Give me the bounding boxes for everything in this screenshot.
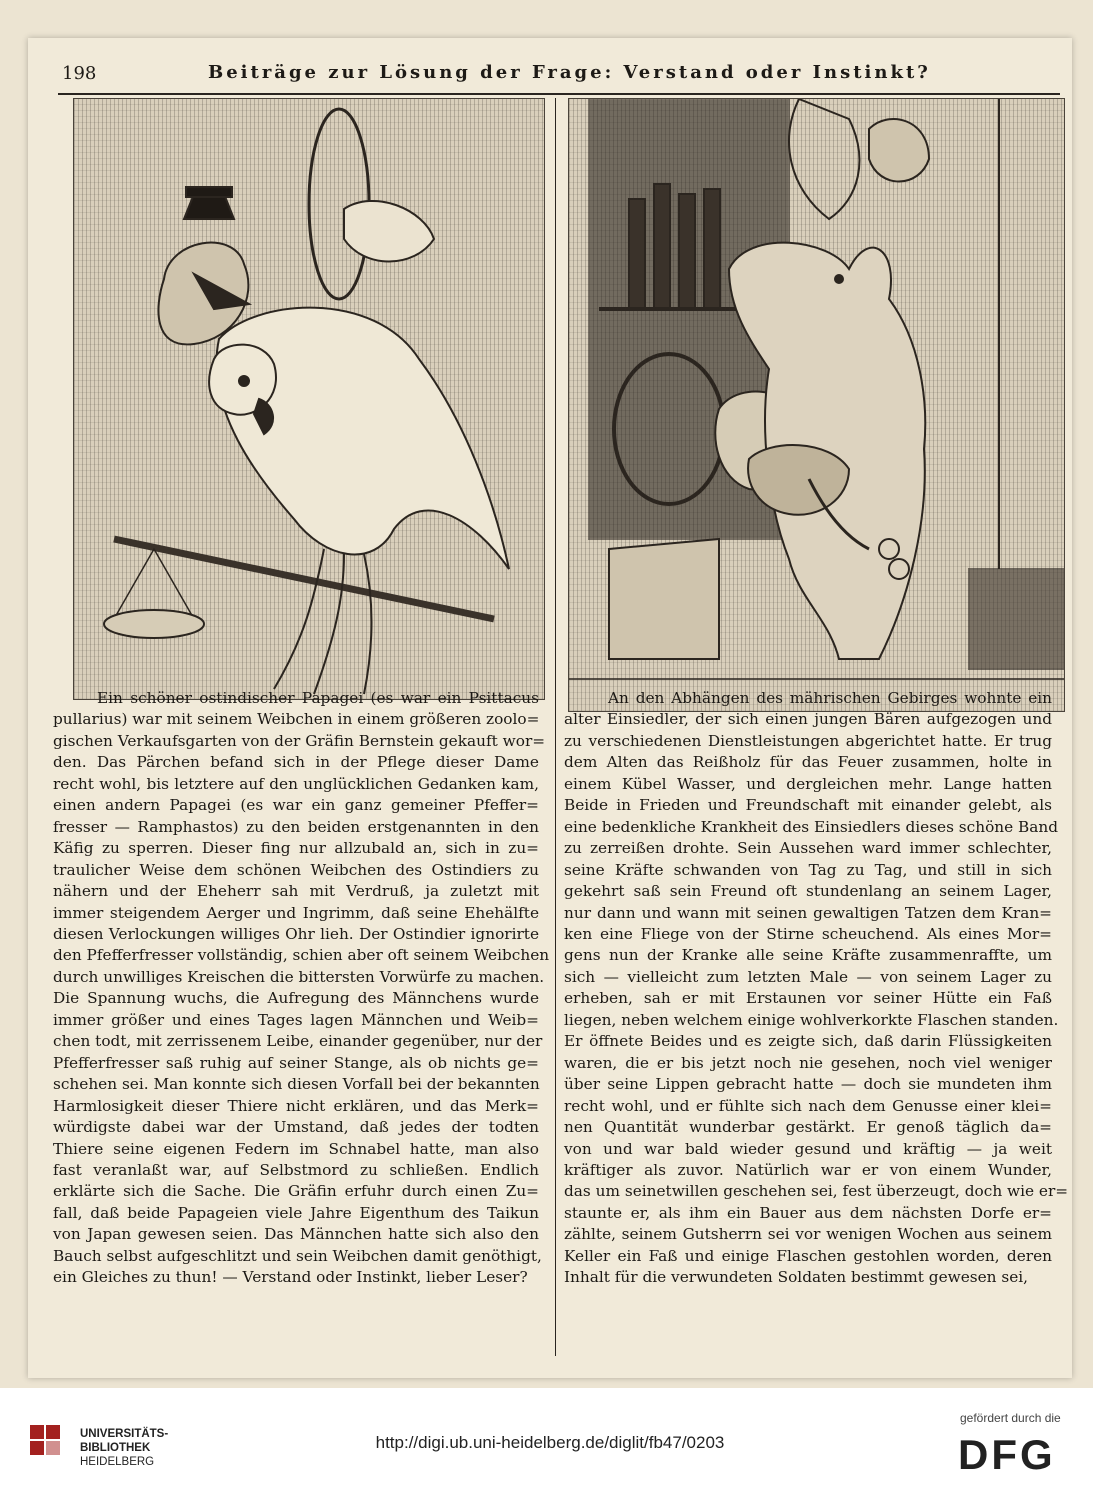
paragraph-line: liegen, neben welchem einige wohlverkorkte Flaschen standen. [564,1010,1059,1029]
paragraph-line: staunte er, als ihm ein Bauer aus dem nächsten Dorfe er= [564,1203,1052,1222]
parrots-engraving-icon [74,99,544,699]
paragraph-line: einem Kübel Wasser, und dergleichen mehr. Lange hatten [564,774,1052,793]
institution-line: HEIDELBERG [80,1456,155,1468]
paragraph-line: dem Alten das Reißholz für das Feuer zusammen, holte in [564,753,1052,772]
paragraph-line: fresser — Ramphastos) zu den beiden erstgenannten in den [53,817,539,836]
paragraph-line: Käfig zu sperren. Dieser fing nur allzubald an, sich in zu= [53,839,539,858]
paragraph-line: über seine Lippen gebracht hatte — doch sie mundeten ihm [564,1075,1052,1094]
paragraph-line: erklärte sich die Sache. Die Gräfin erfuhr durch einen Zu= [53,1182,539,1201]
paragraph-line: zählte, seinem Gutsherrn sei vor wenigen Wochen aus seinem [564,1225,1052,1244]
header-rule [58,93,1060,95]
paragraph-line: zu zerreißen drohte. Sein Aussehen ward immer schlechter, [564,839,1052,858]
paragraph-line: fall, daß beide Papageien viele Jahre Eigenthum des Taikun [53,1203,539,1222]
paragraph-line: den Pfefferfresser vollständig, schien aber oft seinem Weibchen [53,946,550,965]
paragraph-line: eine bedenkliche Krankheit des Einsiedlers dieses schöne Band [564,817,1059,836]
paragraph-line: nähern und der Eheherr sah mit Verdruß, ja zuletzt mit [53,882,539,901]
paragraph-line: seine Kräfte schwanden von Tag zu Tag, und still in sich [564,860,1052,879]
paragraph-line: Pfefferfresser saß ruhig auf seiner Stange, als ob nichts ge= [53,1053,539,1072]
institution-line: UNIVERSITÄTS- [80,1428,169,1440]
paragraph-line: Die Spannung wuchs, die Aufregung des Männchens wurde [53,989,539,1008]
paragraph-line: recht wohl, bis letztere auf den unglücklichen Gedanken kam, [53,774,539,793]
paragraph-line: zu verschiedenen Dienstleistungen abgerichtet hatte. Er trug [564,731,1052,750]
paragraph-line: von und war bald wieder gesund und kräftig — ja weit [564,1139,1052,1158]
paragraph-line: kräftiger als zuvor. Natürlich war er von einem Wunder, [564,1160,1052,1179]
paragraph-line: ken eine Fliege von der Stirne scheuchend. Als eines Mor= [564,924,1052,943]
paragraph-line: den. Das Pärchen befand sich in der Pflege dieser Dame [53,753,539,772]
illustration-parrots [73,98,545,700]
running-head: Beiträge zur Lösung der Frage: Verstand oder Instinkt? [208,62,931,83]
paragraph-line: würdigste dabei war der Umstand, daß jedes der todten [53,1118,539,1137]
paragraph-line: Ein schöner ostindischer Papagei (es war ein Psittacus [97,689,539,707]
book-page [28,38,1072,1378]
paragraph-line: schehen sei. Man konnte sich diesen Vorfall bei der bekannten [53,1075,540,1094]
paragraph-line: waren, die er bis jetzt noch nie gesehen, noch viel weniger [564,1053,1052,1072]
dfg-logo: DFG [958,1431,1056,1478]
paragraph-line: pullarius) war mit seinem Weibchen in einem größeren zoolo= [53,710,540,729]
paragraph-line: das um seinetwillen geschehen sei, fest überzeugt, doch wie er= [564,1182,1069,1201]
page-number: 198 [62,63,97,84]
paragraph-line: sich — vielleicht zum letzten Male — von seinem Lager zu [564,967,1052,986]
right-text-column [564,688,1069,1289]
paragraph-line: Inhalt für die verwundeten Soldaten bestimmt gewesen sei, [564,1268,1029,1287]
paragraph-line: alter Einsiedler, der sich einen jungen Bären aufgezogen und [564,710,1052,729]
left-text-column [53,688,550,1289]
paragraph-line: Harmlosigkeit dieser Thiere nicht erklären, und das Merk= [53,1096,539,1115]
bear-engraving-icon [569,99,1064,711]
paragraph-line: traulicher Weise dem schönen Weibchen des Ostindiers zu [53,860,539,879]
paragraph-line: gekehrt saß sein Freund oft stundenlang an seinem Lager, [564,882,1052,901]
paragraph-line: ein Gleiches zu thun! — Verstand oder Instinkt, lieber Leser? [53,1268,528,1287]
university-library-name [80,1427,168,1469]
paragraph-line: einen andern Papagei (es war ein ganz gemeiner Pfeffer= [53,796,539,815]
university-library-logo-icon [30,1425,60,1455]
paragraph-line: gens nun der Kranke alle seine Kräfte zusammenraffte, um [564,946,1052,965]
paragraph-line: gischen Verkaufsgarten von der Gräfin Bernstein gekauft wor= [53,731,546,750]
paragraph-line: recht wohl, und er fühlte sich nach dem Genusse einer klei= [564,1096,1052,1115]
paragraph-line: Keller ein Faß und einige Flaschen gestohlen worden, deren [564,1246,1052,1265]
digitization-footer [0,1388,1093,1486]
paragraph-line: immer steigendem Aerger und Ingrimm, daß seine Ehehälfte [53,903,539,922]
paragraph-line: immer größer und eines Tages lagen Männchen und Weib= [53,1010,539,1029]
paragraph-line: diesen Verlockungen williges Ohr lieh. Der Ostindier ignorirte [53,924,539,943]
permalink-url[interactable]: http://digi.ub.uni-heidelberg.de/diglit/fb47/0203 [375,1433,725,1452]
paragraph-line: erheben, sah er mit Erstaunen vor seiner Hütte ein Faß [564,989,1052,1008]
paragraph-line: Beide in Frieden und Freundschaft mit einander gelebt, als [564,796,1052,815]
paragraph-line: Er öffnete Beides und es zeigte sich, daß darin Flüssigkeiten [564,1032,1052,1051]
illustration-bear [568,98,1065,712]
paragraph-line: Thiere seine eigenen Federn im Schnabel hatte, man also [53,1139,539,1158]
paragraph-line: nur dann und wann mit seinen gewaltigen Tatzen dem Kran= [564,903,1052,922]
funded-by-label: gefördert durch die [960,1411,1061,1425]
paragraph-line: fast veranlaßt war, auf Selbstmord zu schließen. Endlich [53,1160,539,1179]
paragraph-line: An den Abhängen des mährischen Gebirges wohnte ein [608,689,1052,707]
paragraph-line: chen todt, mit zerrissenem Leibe, einander gegenüber, nur der [53,1032,543,1051]
institution-line: BIBLIOTHEK [80,1442,151,1454]
column-divider [555,98,556,1356]
paragraph-line: durch unwilliges Kreischen die bittersten Vorwürfe zu machen. [53,967,545,986]
paragraph-line: von Japan gewesen seien. Das Männchen hatte sich also den [53,1225,539,1244]
paragraph-line: nen Quantität wunderbar gestärkt. Er genoß täglich da= [564,1118,1052,1137]
paragraph-line: Bauch selbst aufgeschlitzt und sein Weibchen damit genöthigt, [53,1246,542,1265]
